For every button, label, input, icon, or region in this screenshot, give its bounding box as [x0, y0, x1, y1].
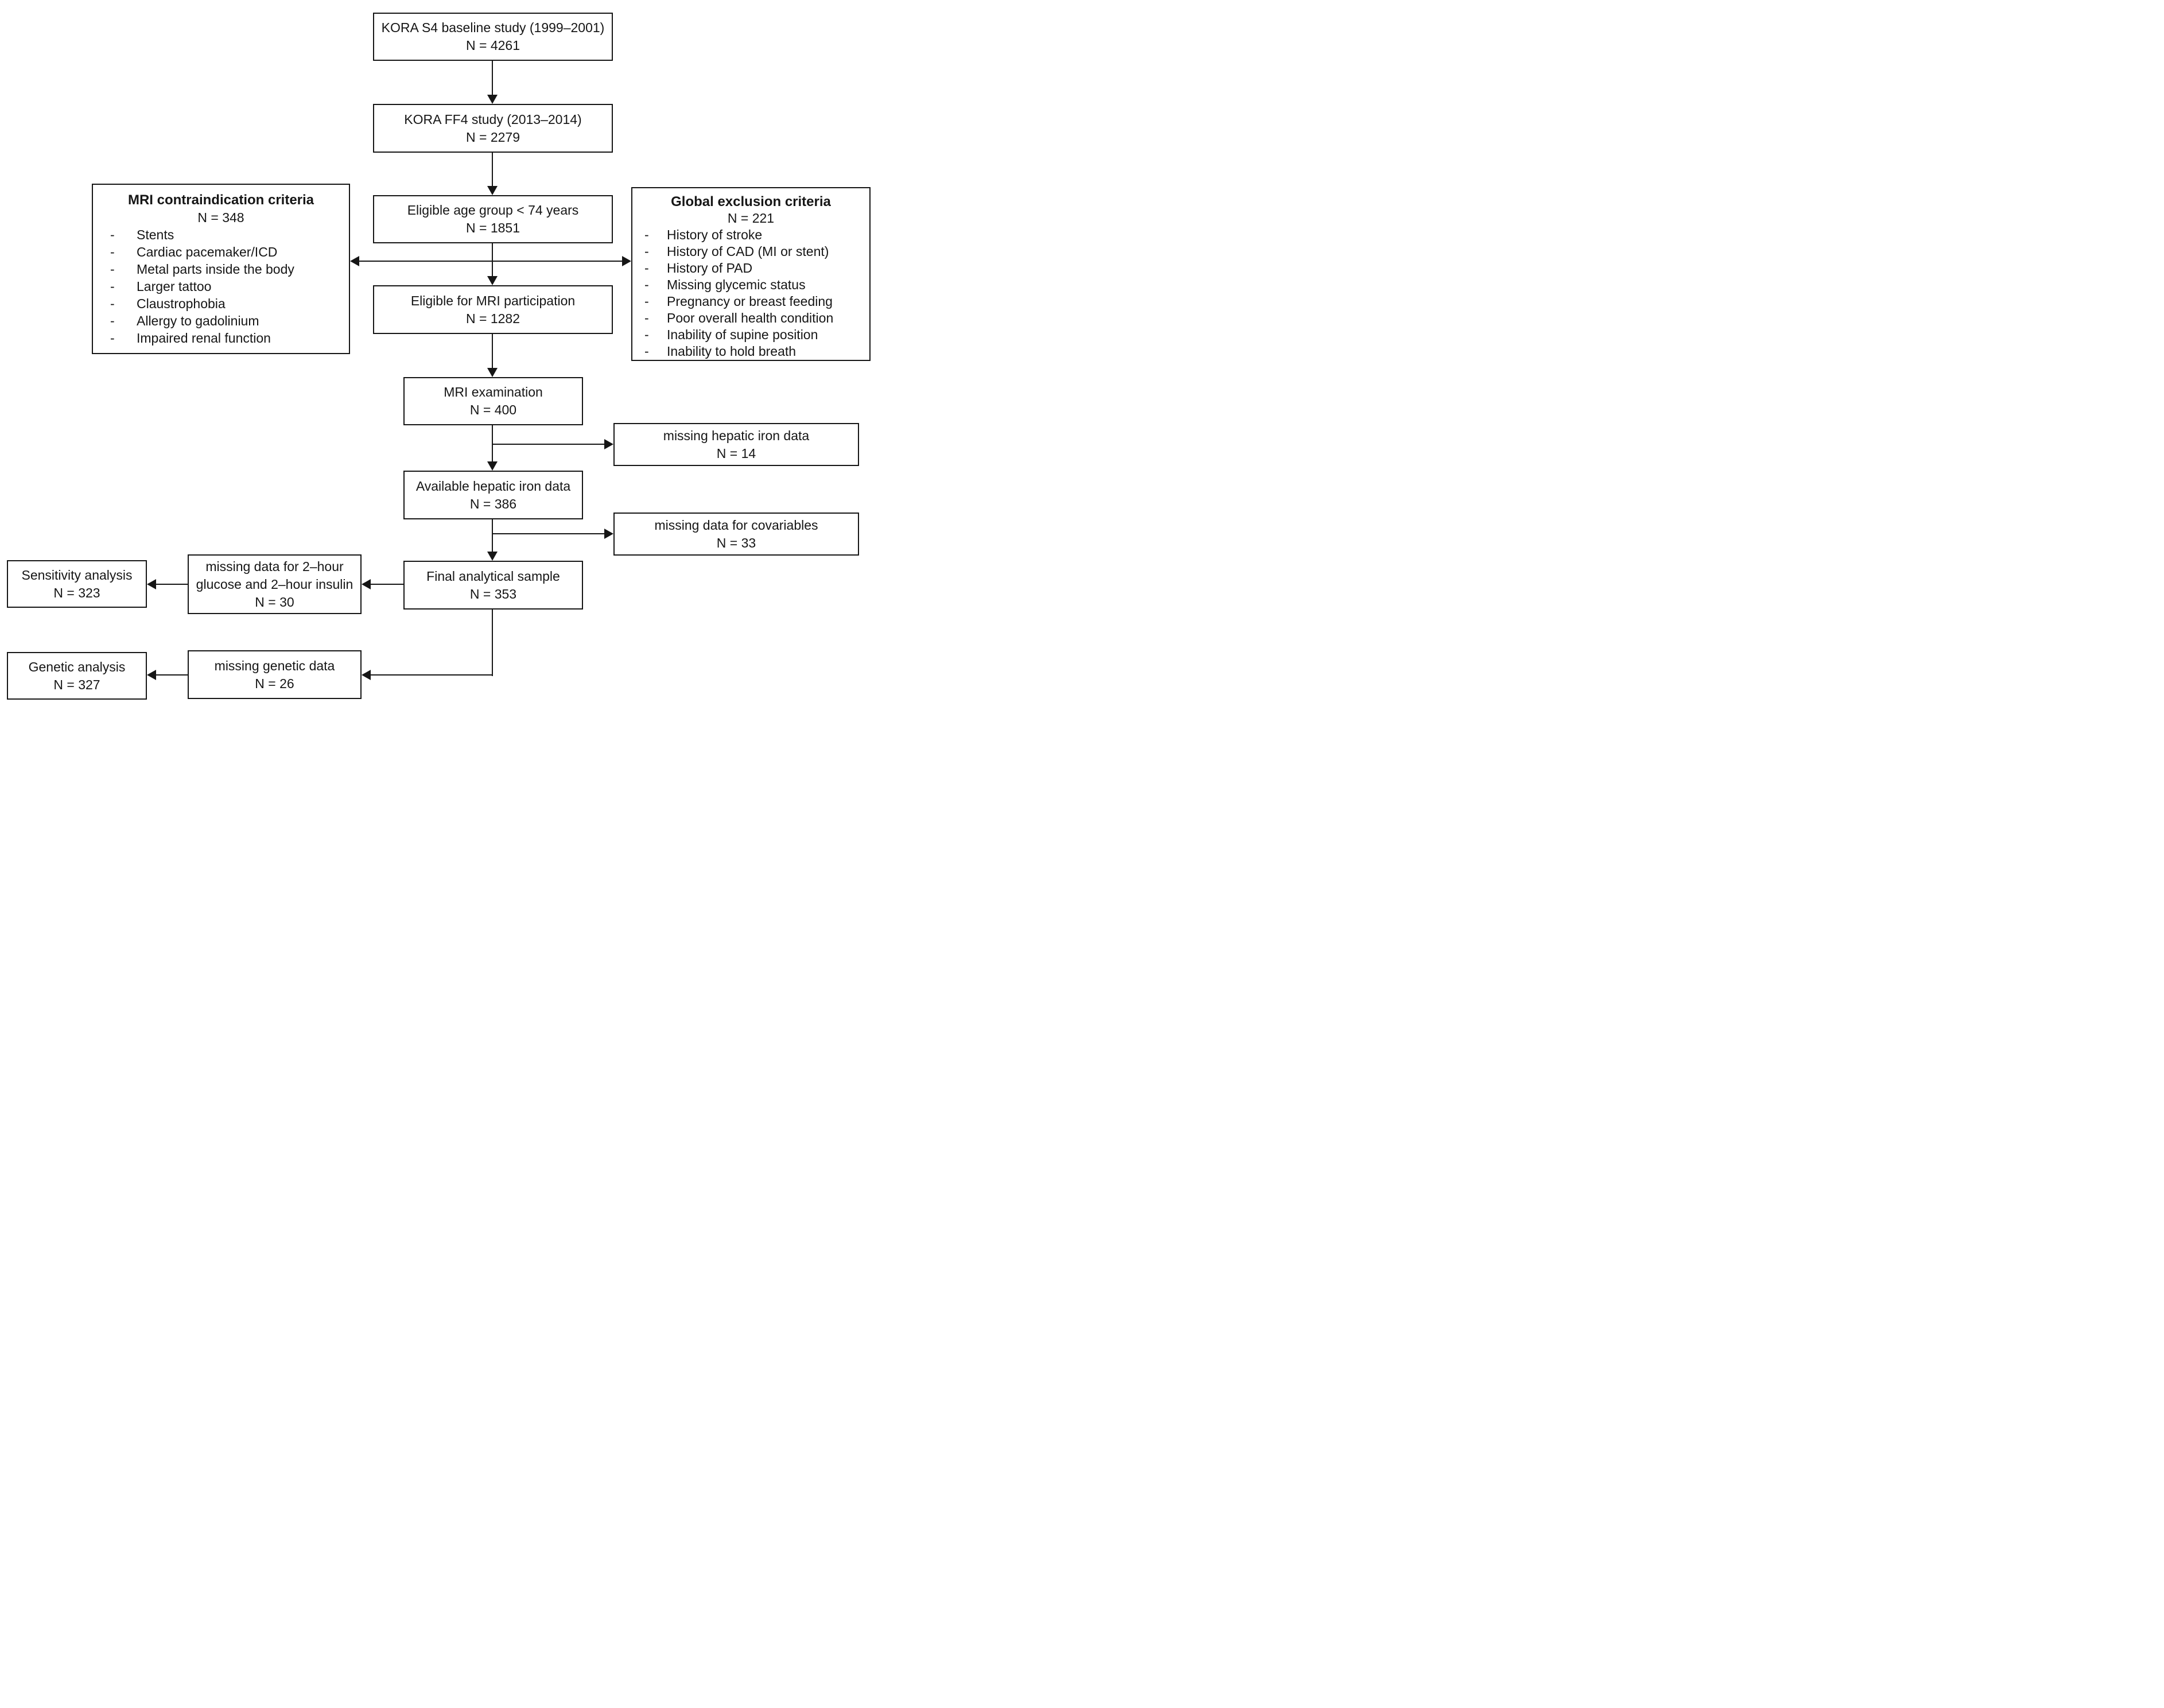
- flow-diagram: [0, 0, 887, 701]
- list-item: - Allergy to gadolinium: [110, 313, 259, 328]
- criteria-title: Global exclusion criteria: [671, 194, 831, 209]
- node-available-hepatic-iron: [403, 471, 583, 519]
- arrow-final-missing-genetic: [371, 674, 493, 676]
- arrow-ff4-age: [492, 153, 493, 187]
- arrowhead-sensitivity: [147, 579, 156, 589]
- node-label: Genetic analysis: [28, 659, 126, 674]
- list-item: - Missing glycemic status: [644, 277, 806, 292]
- list-item: - History of CAD (MI or stent): [644, 244, 829, 259]
- criteria-list: [632, 227, 869, 360]
- dash-bullet: -: [110, 313, 115, 328]
- list-item: - History of PAD: [644, 261, 753, 275]
- dash-bullet: -: [644, 244, 649, 259]
- dash-bullet: -: [110, 296, 115, 311]
- arrowhead-genetic-analysis: [147, 670, 156, 680]
- arrowhead-age-mri-eligible: [487, 276, 498, 285]
- node-missing-covariables: [613, 513, 859, 556]
- dash-bullet: -: [644, 294, 649, 309]
- node-kora-s4: [373, 13, 613, 61]
- node-label: KORA FF4 study (2013–2014): [404, 111, 582, 127]
- dash-bullet: -: [644, 227, 649, 242]
- node-label: MRI examination: [444, 385, 543, 399]
- criteria-count: N = 348: [197, 210, 244, 225]
- node-count: N = 4261: [466, 38, 520, 53]
- node-label: missing data for covariables: [654, 517, 818, 533]
- list-item: - History of stroke: [644, 227, 763, 242]
- arrow-s4-ff4: [492, 61, 493, 95]
- arrowhead-exam-hepatic: [487, 461, 498, 471]
- node-label: missing hepatic iron data: [663, 428, 810, 443]
- list-item: - Inability of supine position: [644, 327, 818, 342]
- arrowhead-to-global-exclusion: [622, 256, 631, 266]
- list-item: - Impaired renal function: [110, 331, 271, 346]
- arrow-age-mri-eligible: [492, 243, 493, 277]
- arrow-final-missing-glucose: [371, 584, 403, 585]
- dash-bullet: -: [110, 331, 115, 346]
- node-label: Eligible for MRI participation: [410, 293, 576, 308]
- list-item: - Poor overall health condition: [644, 310, 834, 325]
- arrow-glucose-sensitivity: [156, 584, 188, 585]
- node-label: Eligible age group < 74 years: [407, 203, 579, 218]
- dash-bullet: -: [110, 279, 115, 294]
- dash-bullet: -: [644, 327, 649, 342]
- node-count: N = 30: [255, 594, 294, 610]
- node-sensitivity-analysis: [7, 560, 147, 608]
- node-label: missing data for 2–hour glucose and 2–hour insulin: [196, 558, 353, 592]
- arrowhead-hepatic-final: [487, 552, 498, 561]
- list-item: - Metal parts inside the body: [110, 262, 294, 277]
- dash-bullet: -: [110, 244, 115, 259]
- node-label: KORA S4 baseline study (1999–2001): [381, 20, 605, 35]
- dash-bullet: -: [110, 262, 115, 277]
- arrow-final-down: [492, 610, 493, 676]
- node-final-sample: [403, 561, 583, 610]
- node-eligible-age: [373, 195, 613, 243]
- node-count: N = 327: [53, 677, 100, 692]
- box-global-exclusion-criteria: [631, 187, 871, 361]
- criteria-title: MRI contraindication criteria: [127, 192, 314, 208]
- branch-missing-iron: [492, 444, 604, 445]
- arrowhead-missing-iron: [604, 439, 613, 449]
- node-count: N = 353: [469, 586, 517, 601]
- node-mri-examination: [403, 377, 583, 425]
- arrowhead-missing-genetic: [362, 670, 371, 680]
- dash-bullet: -: [644, 310, 649, 325]
- list-item: - Stents: [110, 227, 174, 242]
- list-item: - Larger tattoo: [110, 279, 212, 294]
- criteria-count: N = 221: [727, 211, 775, 226]
- node-count: N = 1282: [466, 310, 520, 326]
- list-item: - Cardiac pacemaker/ICD: [110, 244, 278, 259]
- node-count: N = 400: [469, 402, 517, 417]
- node-count: N = 14: [716, 445, 756, 461]
- node-missing-glucose-insulin: [188, 554, 362, 614]
- node-label: missing genetic data: [214, 658, 335, 673]
- arrow-genetic-analysis: [156, 674, 188, 676]
- node-count: N = 2279: [466, 129, 520, 145]
- list-item: - Claustrophobia: [110, 296, 226, 311]
- arrowhead-ff4-age: [487, 186, 498, 195]
- dash-bullet: -: [644, 261, 649, 275]
- arrowhead-to-contraindication: [350, 256, 359, 266]
- arrow-exclusions-horizontal: [359, 261, 622, 262]
- node-label: Sensitivity analysis: [21, 567, 133, 583]
- list-item: - Inability to hold breath: [644, 344, 797, 359]
- node-kora-ff4: [373, 104, 613, 153]
- criteria-list: [93, 226, 349, 347]
- node-count: N = 323: [53, 585, 100, 600]
- node-label: Available hepatic iron data: [415, 478, 571, 494]
- dash-bullet: -: [644, 344, 649, 359]
- node-count: N = 33: [716, 535, 756, 550]
- arrowhead-missing-covariables: [604, 529, 613, 539]
- arrowhead-s4-ff4: [487, 95, 498, 104]
- node-count: N = 386: [469, 496, 517, 511]
- list-item: - Pregnancy or breast feeding: [644, 294, 833, 309]
- arrowhead-missing-glucose: [362, 579, 371, 589]
- node-label: Final analytical sample: [426, 568, 560, 584]
- node-genetic-analysis: [7, 652, 147, 700]
- node-missing-genetic: [188, 650, 362, 699]
- node-eligible-mri: [373, 285, 613, 334]
- node-missing-hepatic-iron: [613, 423, 859, 466]
- arrow-mri-eligible-exam: [492, 334, 493, 368]
- node-count: N = 1851: [466, 220, 520, 235]
- branch-missing-covariables: [492, 533, 604, 534]
- arrow-hepatic-final: [492, 519, 493, 552]
- node-count: N = 26: [255, 676, 294, 691]
- box-mri-contraindication-criteria: [92, 184, 350, 354]
- dash-bullet: -: [644, 277, 649, 292]
- arrowhead-mri-eligible-exam: [487, 368, 498, 377]
- dash-bullet: -: [110, 227, 115, 242]
